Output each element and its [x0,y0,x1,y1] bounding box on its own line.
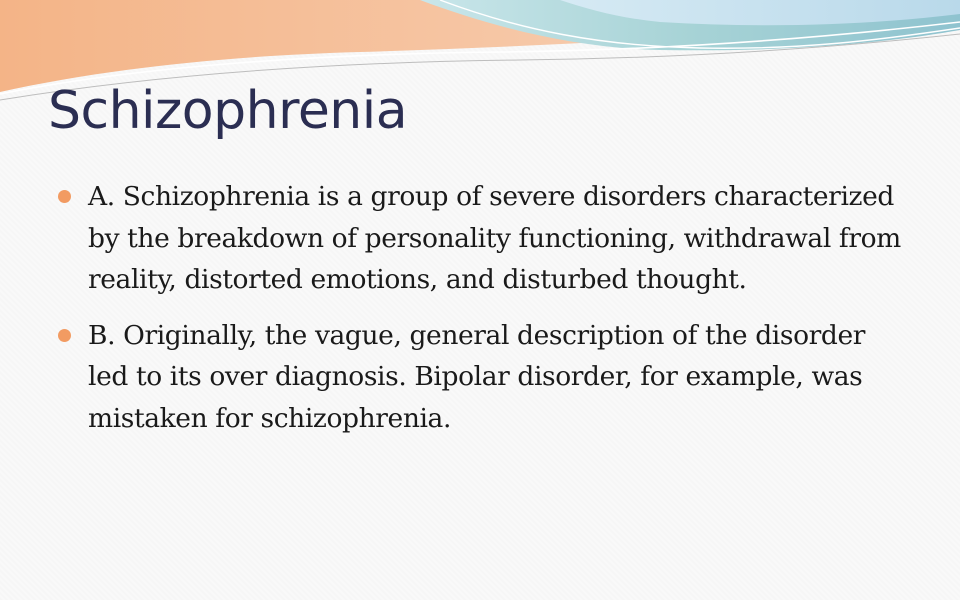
bullet-item [58,176,908,301]
bullet-dot-icon [58,329,71,342]
bullet-text: A. Schizophrenia is a group of severe disorders characterized by the breakdown of personality functioning, withdrawal from reality, distorted emotions, and disturbed thought. [88,181,901,295]
bullet-list [58,176,908,453]
bullet-item [58,315,908,440]
bullet-text: B. Originally, the vague, general description of the disorder led to its over diagnosis. Bipolar disorder, for example, was mistaken for schizophrenia. [88,319,866,434]
bullet-dot-icon [58,190,71,203]
slide-title: Schizophrenia [48,81,408,141]
